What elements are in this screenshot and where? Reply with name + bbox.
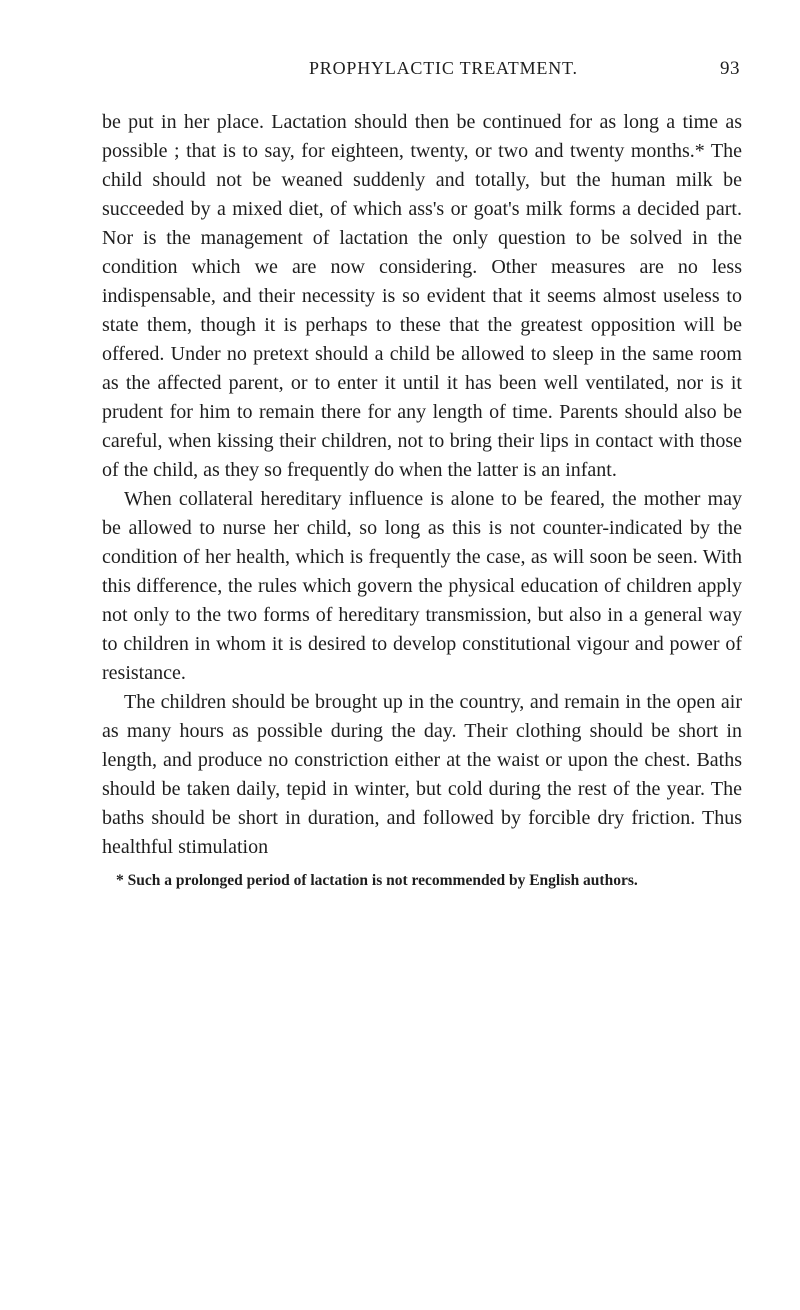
footnote-mark: * xyxy=(116,872,124,889)
paragraph-3: The children should be brought up in the country, and remain in the open air as many hours as possible during the day. Their clothing should be short in length, and produce no constriction either at the waist or upon the chest. Baths should be taken daily, tepid in winter, but cold during the rest of the year. The baths should be short in duration, and followed by forcible dry friction. Thus healthful stimulation xyxy=(102,691,742,858)
footnote xyxy=(102,870,742,891)
running-title: PROPHYLACTIC TREATMENT. xyxy=(309,58,578,78)
paragraph-2: When collateral hereditary influence is alone to be feared, the mother may be allowed to nurse her child, so long as this is not counter-indicated by the condition of her health, which is frequently the case, as will soon be seen. With this difference, the rules which govern the physical education of children apply not only to the two forms of hereditary transmission, but also in a general way to children in whom it is desired to develop constitutional vigour and power of resistance. xyxy=(102,488,742,684)
book-page xyxy=(102,58,742,891)
paragraph-1: be put in her place. Lactation should then be continued for as long a time as possible ; that is to say, for eighteen, twenty, or two and twenty months.* The child should not be weaned suddenly and totally, but the human milk be succeeded by a mixed diet, of which ass's or goat's milk forms a decided part. Nor is the management of lactation the only question to be solved in the condition which we are now considering. Other measures are no less indispensable, and their necessity is so evident that it seems almost useless to state them, though it is perhaps to these that the greatest opposition will be offered. Under no pretext should a child be allowed to sleep in the same room as the affected parent, or to enter it until it has been well ventilated, nor is it prudent for him to remain there for any length of time. Parents should also be careful, when kissing their children, not to bring their lips in contact with those of the child, as they so frequently do when the latter is an infant. xyxy=(102,111,742,481)
page-number: 93 xyxy=(720,58,740,79)
running-header xyxy=(102,58,742,90)
footnote-text: Such a prolonged period of lactation is not recommended by English authors. xyxy=(127,872,638,889)
body-text xyxy=(102,108,742,862)
